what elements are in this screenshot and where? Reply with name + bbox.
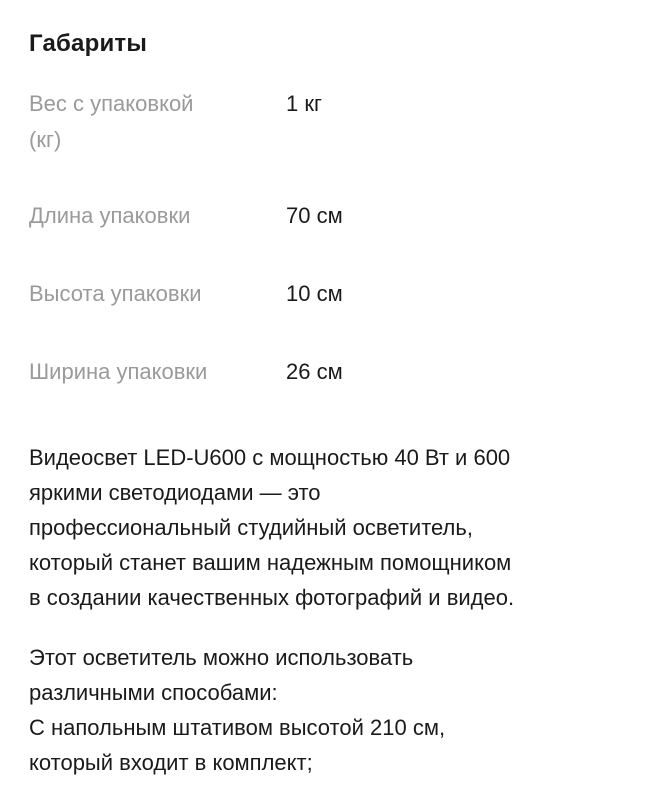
spec-value: 70 см — [286, 203, 343, 228]
description-line: в создании качественных фотографий и видео. — [29, 585, 515, 610]
spec-value: 1 кг — [286, 91, 322, 116]
description-line: различными способами: — [29, 680, 278, 705]
product-description — [29, 440, 639, 780]
description-line: Видеосвет LED-U600 с мощностью 40 Вт и 600 — [29, 445, 511, 470]
description-line: Этот осветитель можно использовать — [29, 645, 414, 670]
spec-label — [29, 276, 269, 312]
spec-label-line: Высота упаковки — [29, 281, 202, 306]
description-line: яркими светодиодами — это — [29, 480, 321, 505]
spec-label-line: (кг) — [29, 127, 62, 152]
section-title: Габариты — [29, 30, 148, 57]
description-line: который станет вашим надежным помощником — [29, 550, 512, 575]
spec-label-line: Длина упаковки — [29, 203, 191, 228]
spec-label — [29, 86, 269, 158]
description-line: который входит в комплект; — [29, 750, 313, 775]
spec-label — [29, 198, 269, 234]
spec-label-line: Вес с упаковкой — [29, 91, 194, 116]
description-paragraph-intro — [29, 440, 639, 615]
spec-label-line: Ширина упаковки — [29, 359, 208, 384]
description-line: профессиональный студийный осветитель, — [29, 515, 473, 540]
spec-label — [29, 354, 269, 390]
spec-value: 10 см — [286, 281, 343, 306]
description-paragraph-usage — [29, 640, 639, 780]
description-line: С напольным штативом высотой 210 см, — [29, 715, 446, 740]
spec-value: 26 см — [286, 359, 343, 384]
